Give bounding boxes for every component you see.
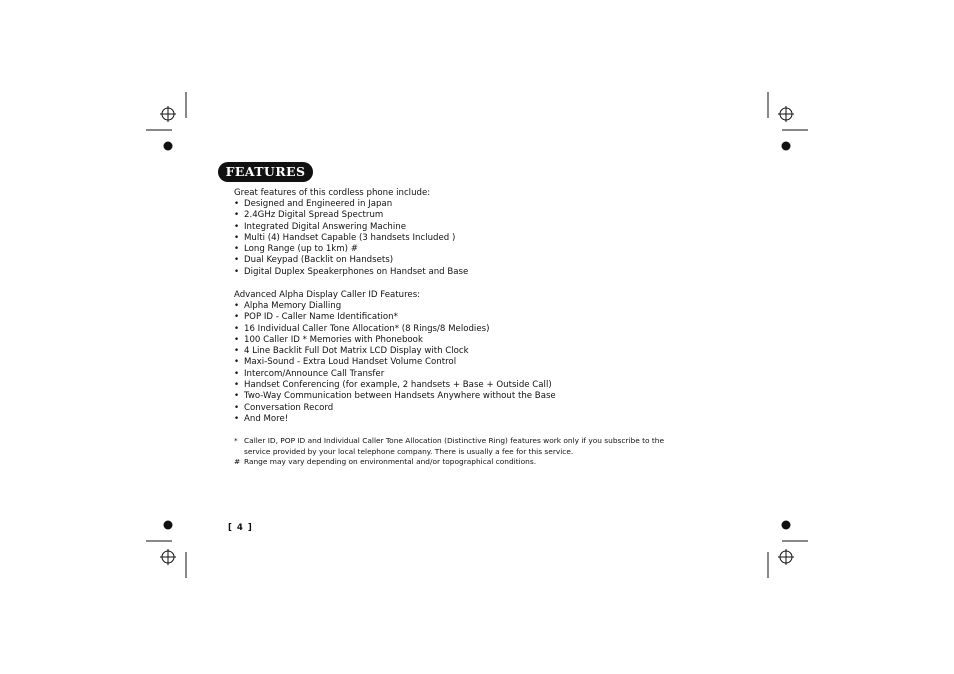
list-item-text: Two-Way Communication between Handsets Anywhere without the Base <box>244 391 556 402</box>
list-item <box>234 346 556 357</box>
list-item <box>234 244 468 255</box>
footnote-text-continued: service provided by your local telephone company. There is usually a fee for this service. <box>244 447 574 456</box>
list-item <box>234 391 556 402</box>
bullet-icon: • <box>234 210 240 221</box>
bullet-icon: • <box>234 232 240 243</box>
bullet-icon: • <box>234 221 240 232</box>
page-number: [ 4 ] <box>228 523 253 533</box>
list-item <box>234 369 556 380</box>
list-item-text: Handset Conferencing (for example, 2 handsets + Base + Outside Call) <box>244 380 552 391</box>
list-item <box>234 380 556 391</box>
footnote-line <box>234 435 664 446</box>
bullet-icon: • <box>234 244 240 255</box>
registration-dot-bottom-left <box>164 521 173 530</box>
registration-dot-top-right <box>782 142 791 151</box>
list-item <box>234 403 556 414</box>
registration-mark-bottom-right <box>778 549 794 565</box>
bullet-icon: • <box>234 391 240 402</box>
list-item-text: Alpha Memory Dialling <box>244 301 342 311</box>
bullet-icon: • <box>234 368 240 379</box>
list-item <box>234 210 468 221</box>
registration-mark-top-left <box>160 106 176 122</box>
registration-mark-top-right <box>778 106 794 122</box>
registration-dot-bottom-right <box>782 521 791 530</box>
bullet-icon: • <box>234 323 240 334</box>
list-item <box>234 301 556 312</box>
footnote-text: Caller ID, POP ID and Individual Caller Tone Allocation (Distinctive Ring) features work only if you subscribe to the <box>244 436 665 445</box>
registration-dot-top-left <box>164 142 173 151</box>
bullet-icon: • <box>234 255 240 266</box>
footnote-caller-id <box>234 435 664 457</box>
bullet-icon: • <box>234 334 240 345</box>
list-item-text: Dual Keypad (Backlit on Handsets) <box>244 255 394 266</box>
list-item-text: 4 Line Backlit Full Dot Matrix LCD Display with Clock <box>244 346 469 357</box>
features-intro: Great features of this cordless phone include: <box>234 188 431 198</box>
list-item-text: POP ID - Caller Name Identification* <box>244 312 398 323</box>
list-item <box>234 357 556 368</box>
bullet-icon: • <box>234 380 240 391</box>
bullet-icon: • <box>234 413 240 424</box>
list-item-text: 2.4GHz Digital Spread Spectrum <box>244 210 384 221</box>
list-item <box>234 233 468 244</box>
footnote-star-symbol: * <box>234 436 238 445</box>
bullet-icon: • <box>234 357 240 368</box>
list-item-text: Conversation Record <box>244 402 334 413</box>
list-item <box>234 414 556 425</box>
list-item-text: And More! <box>244 413 289 424</box>
footnote-text: Range may vary depending on environmental and/or topographical conditions. <box>244 457 537 466</box>
list-item-text: Integrated Digital Answering Machine <box>244 221 406 232</box>
bullet-icon: • <box>234 199 240 209</box>
list-item-text: Designed and Engineered in Japan <box>244 199 393 209</box>
list-item <box>234 199 468 210</box>
list-item-text: 100 Caller ID * Memories with Phonebook <box>244 334 423 345</box>
caller-id-intro: Advanced Alpha Display Caller ID Features: <box>234 290 421 300</box>
bullet-icon: • <box>234 266 240 277</box>
features-heading: FEATURES <box>218 162 313 182</box>
bullet-icon: • <box>234 301 240 311</box>
list-item-text: Digital Duplex Speakerphones on Handset and Base <box>244 266 469 277</box>
list-item-text: Maxi-Sound - Extra Loud Handset Volume Control <box>244 357 457 368</box>
list-item-text: Multi (4) Handset Capable (3 handsets Included ) <box>244 232 456 243</box>
list-item-text: Intercom/Announce Call Transfer <box>244 368 385 379</box>
list-item <box>234 335 556 346</box>
list-item <box>234 312 556 323</box>
list-item-text: 16 Individual Caller Tone Allocation* (8 Rings/8 Melodies) <box>244 323 490 334</box>
list-item <box>234 267 468 278</box>
registration-mark-bottom-left <box>160 549 176 565</box>
footnote-range <box>234 456 536 467</box>
list-item <box>234 222 468 233</box>
list-item <box>234 324 556 335</box>
bullet-icon: • <box>234 402 240 413</box>
list-item <box>234 255 468 266</box>
basic-features-list <box>234 199 468 278</box>
caller-id-features-list <box>234 301 556 425</box>
footnote-hash-symbol: # <box>234 457 241 466</box>
bullet-icon: • <box>234 346 240 357</box>
bullet-icon: • <box>234 312 240 323</box>
list-item-text: Long Range (up to 1km) # <box>244 244 358 255</box>
